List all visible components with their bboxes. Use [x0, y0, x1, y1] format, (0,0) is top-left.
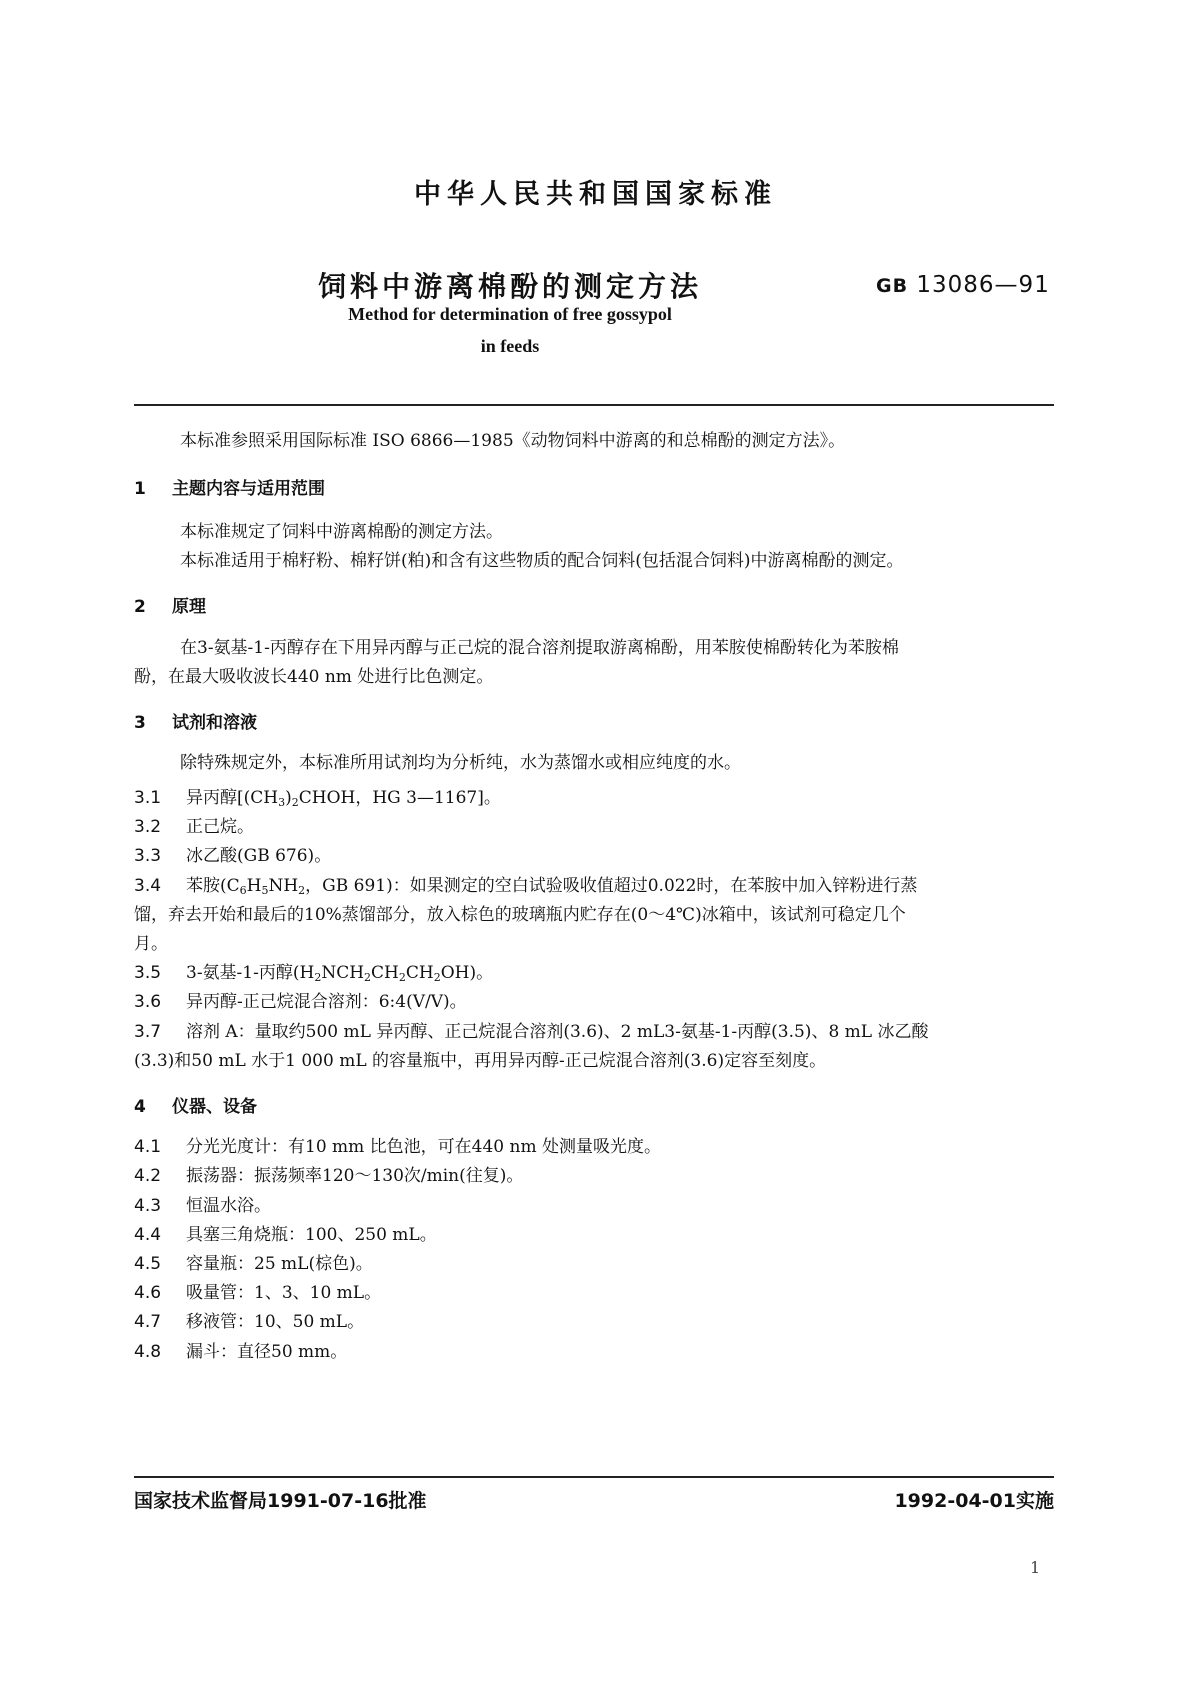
item-text: 正己烷。: [186, 817, 254, 837]
subscript: 5: [261, 884, 269, 897]
item-text: 具塞三角烧瓶：100、250 mL。: [186, 1225, 437, 1245]
item-3-3: [134, 845, 1054, 867]
item-text: NCH: [321, 963, 365, 983]
item-number: 4.3: [134, 1196, 162, 1216]
subscript: 6: [239, 884, 247, 897]
item-text: 3-氨基-1-丙醇(H: [186, 963, 315, 983]
page-number: 1: [1030, 1558, 1041, 1577]
item-4-2: [134, 1165, 1054, 1187]
item-3-7: [134, 1021, 1054, 1043]
item-text: 恒温水浴。: [186, 1196, 271, 1216]
item-text: 异丙醇-正己烷混合溶剂：6:4(V/V)。: [186, 992, 467, 1012]
item-text: 吸量管：1、3、10 mL。: [186, 1283, 382, 1303]
section-title: 试剂和溶液: [172, 713, 257, 733]
item-text: ): [285, 788, 292, 808]
item-text: 苯胺(C: [186, 876, 240, 896]
section-title: 原理: [172, 597, 206, 617]
section-title: 主题内容与适用范围: [172, 479, 325, 499]
item-number: 4.5: [134, 1254, 162, 1274]
item-text: H: [246, 876, 262, 896]
item-4-6: [134, 1282, 1054, 1304]
item-4-1: [134, 1136, 1054, 1158]
item-3-1: [134, 787, 1054, 814]
item-3-2: [134, 816, 1054, 838]
document-title: 饲料中游离棉酚的测定方法: [317, 270, 702, 303]
subscript: 2: [364, 971, 372, 984]
section-2-paragraph-line-1: 在3-氨基-1-丙醇存在下用异丙醇与正己烷的混合溶剂提取游离棉酚，用苯胺使棉酚转化为苯胺棉: [180, 638, 899, 658]
item-4-8: [134, 1341, 1054, 1363]
standard-code: 13086—91: [916, 272, 1050, 298]
item-number: 4.2: [134, 1166, 162, 1186]
subscript: 2: [398, 971, 406, 984]
item-number: 4.1: [134, 1137, 162, 1157]
item-text: CHOH，HG 3—1167]。: [298, 788, 501, 808]
item-text: 异丙醇[(CH: [186, 788, 279, 808]
item-number: 3.1: [134, 788, 162, 808]
item-3-7-line-2: (3.3)和50 mL 水于1 000 mL 的容量瓶中，再用异丙醇-正己烷混合溶剂(3.6)定容至刻度。: [134, 1051, 827, 1071]
section-3-heading: [134, 712, 1054, 734]
section-3-paragraph: 除特殊规定外，本标准所用试剂均为分析纯，水为蒸馏水或相应纯度的水。: [180, 753, 741, 773]
item-number: 4.6: [134, 1283, 162, 1303]
item-text: 移液管：10、50 mL。: [186, 1312, 365, 1332]
item-text: 振荡器：振荡频率120～130次/min(往复)。: [186, 1166, 524, 1186]
item-text: 容量瓶：25 mL(棕色)。: [186, 1254, 373, 1274]
english-title-line-1: Method for determination of free gossypol: [348, 304, 672, 324]
english-title-line-2: in feeds: [480, 336, 540, 356]
standard-prefix: GB: [876, 275, 909, 297]
section-1-paragraph-2: 本标准适用于棉籽粉、棉籽饼(粕)和含有这些物质的配合饲料(包括混合饲料)中游离棉酚的测定。: [180, 551, 904, 571]
item-3-4: [134, 875, 1054, 902]
item-number: 3.2: [134, 817, 162, 837]
section-number: 1: [134, 479, 146, 499]
subscript: 2: [291, 796, 299, 809]
subscript: 3: [278, 796, 286, 809]
section-1-heading: [134, 478, 1054, 500]
item-text: CH: [371, 963, 399, 983]
item-3-4-line-2: 馏，弃去开始和最后的10%蒸馏部分，放入棕色的玻璃瓶内贮存在(0～4℃)冰箱中，该试剂可稳定几个: [134, 905, 906, 925]
section-number: 3: [134, 713, 146, 733]
approval-date: 国家技术监督局1991-07-16批准: [134, 1490, 427, 1512]
item-text: ，GB 691)：如果测定的空白试验吸收值超过0.022时，在苯胺中加入锌粉进行蒸: [305, 876, 918, 896]
item-3-4-line-3: 月。: [134, 934, 168, 954]
intro-paragraph: 本标准参照采用国际标准 ISO 6866—1985《动物饲料中游离的和总棉酚的测定方法》。: [180, 431, 846, 451]
footer-rule: [134, 1476, 1054, 1478]
item-4-4: [134, 1224, 1054, 1246]
item-number: 3.7: [134, 1022, 162, 1042]
item-number: 3.6: [134, 992, 162, 1012]
subscript: 2: [433, 971, 441, 984]
item-number: 4.4: [134, 1225, 162, 1245]
standard-category-title: 中华人民共和国国家标准: [414, 179, 777, 210]
subscript: 2: [298, 884, 306, 897]
item-text: 分光光度计：有10 mm 比色池，可在440 nm 处测量吸光度。: [186, 1137, 662, 1157]
section-4-heading: [134, 1096, 1054, 1118]
item-text: OH)。: [440, 963, 494, 983]
item-text: CH: [405, 963, 434, 983]
item-4-7: [134, 1311, 1054, 1333]
item-text: 冰乙酸(GB 676)。: [186, 846, 332, 866]
item-number: 3.3: [134, 846, 162, 866]
subscript: 2: [314, 971, 322, 984]
item-text: 溶剂 A：量取约500 mL 异丙醇、正己烷混合溶剂(3.6)、2 mL3-氨基-1-丙醇(3.5)、8 mL 冰乙酸: [186, 1022, 929, 1042]
section-2-heading: [134, 596, 1054, 618]
item-number: 4.7: [134, 1312, 162, 1332]
item-text: 漏斗：直径50 mm。: [186, 1342, 348, 1362]
item-4-3: [134, 1195, 1054, 1217]
section-number: 2: [134, 597, 146, 617]
standard-number: [876, 272, 1050, 298]
item-3-6: [134, 991, 1054, 1013]
section-number: 4: [134, 1097, 146, 1117]
item-text: NH: [268, 876, 299, 896]
effective-date: 1992-04-01实施: [894, 1490, 1054, 1512]
item-3-5: [134, 962, 1054, 989]
header-rule: [134, 404, 1054, 406]
section-title: 仪器、设备: [172, 1097, 257, 1117]
item-number: 4.8: [134, 1342, 162, 1362]
item-4-5: [134, 1253, 1054, 1275]
item-number: 3.5: [134, 963, 162, 983]
section-1-paragraph-1: 本标准规定了饲料中游离棉酚的测定方法。: [180, 522, 503, 542]
section-2-paragraph-line-2: 酚，在最大吸收波长440 nm 处进行比色测定。: [134, 667, 494, 687]
item-number: 3.4: [134, 876, 162, 896]
